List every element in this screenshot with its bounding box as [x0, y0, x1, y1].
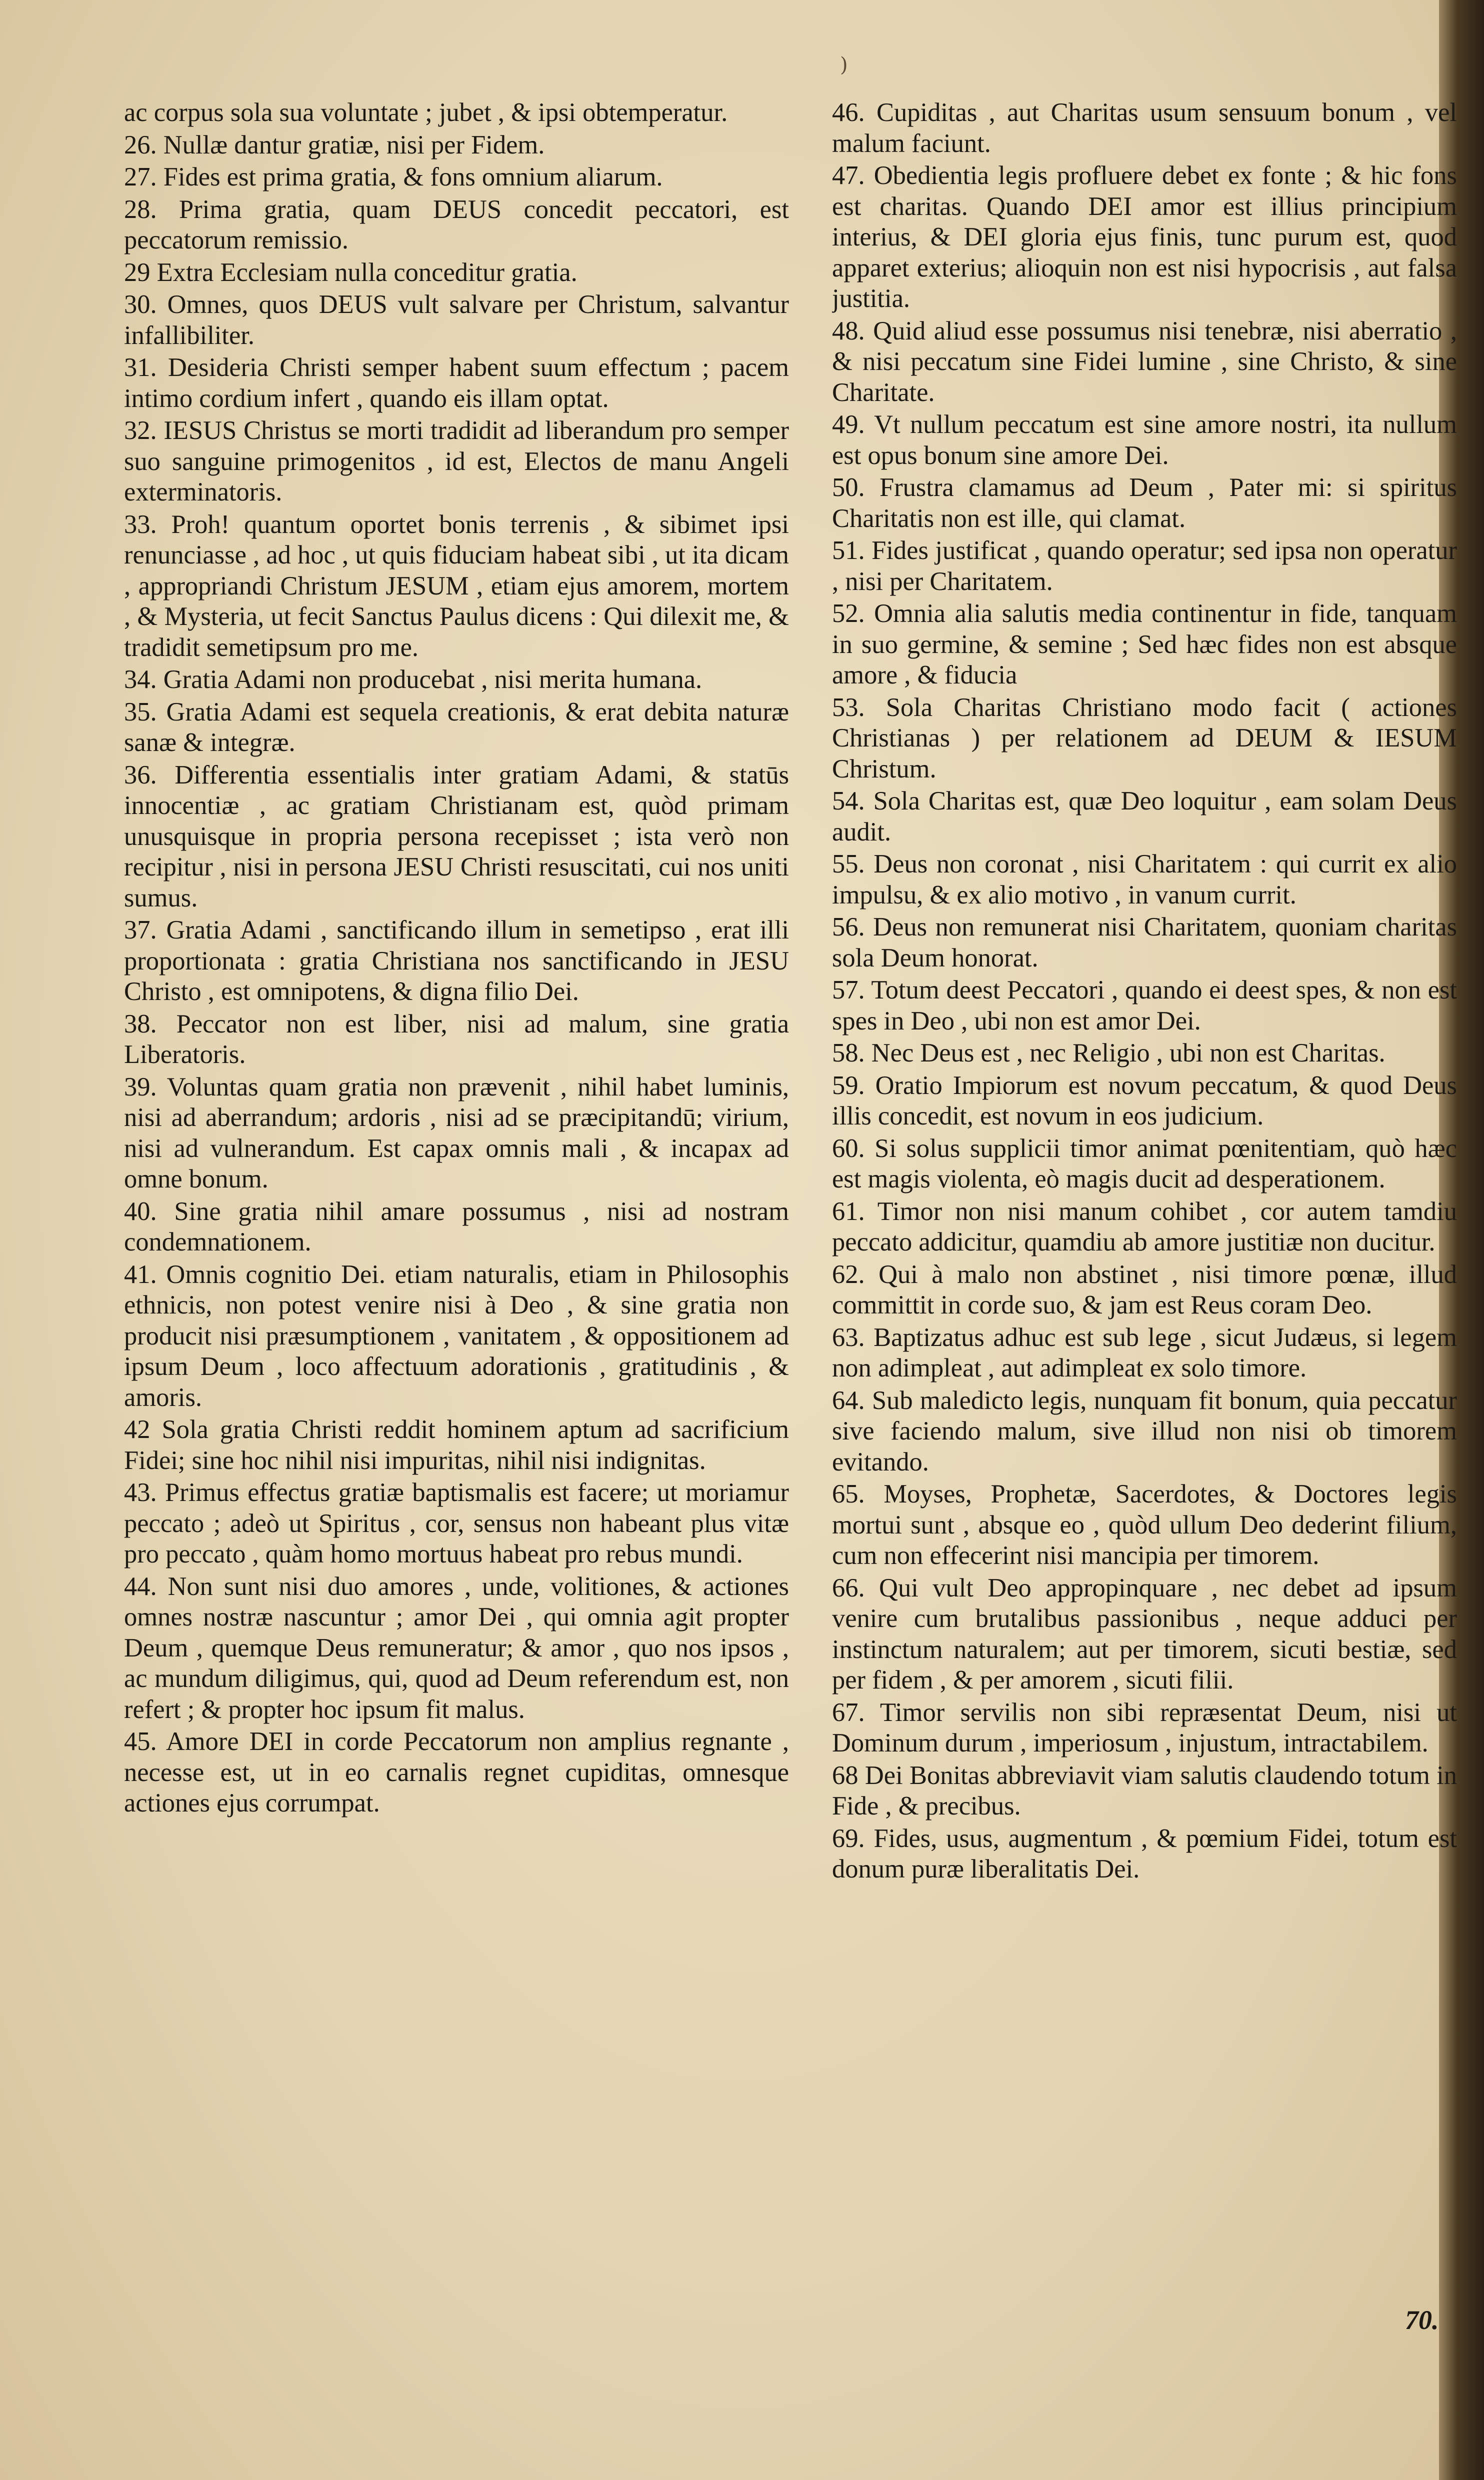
proposition: 57. Totum deest Peccatori , quando ei deest spes, & non est spes in Deo , ubi non est amor Dei.	[832, 976, 1457, 1036]
proposition: 35. Gratia Adami est sequela creationis, & erat debita naturæ sanæ & integræ.	[124, 697, 789, 757]
proposition: 36. Differentia essentialis inter gratiam Adami, & statūs innocentiæ , ac gratiam Christianam est, quòd primam unusquisque in propria persona recepisset ; ista verò non recipitur , nisi in persona JESU Christi resuscitati, cui nos uniti sumus.	[124, 760, 789, 912]
proposition: 27. Fides est prima gratia, & fons omnium aliarum.	[124, 162, 663, 192]
proposition: 50. Frustra clamamus ad Deum , Pater mi: si spiritus Charitatis non est ille, qui clamat.	[832, 473, 1457, 533]
proposition: 41. Omnis cognitio Dei. etiam naturalis, etiam in Philosophis ethnicis, non potest venire nisi à Deo , & sine gratia non producit nisi præsumptionem , vanitatem , & oppositionem ad ipsum Deum , loco affectuum adorationis , gratitudinis , & amoris.	[124, 1260, 789, 1412]
left-column	[124, 98, 789, 2328]
proposition: 65. Moyses, Prophetæ, Sacerdotes, & Doctores legis mortui sunt , absque eo , quòd ullum Deo dederint filium, cum non effecerint nisi mancipia per timorem.	[832, 1480, 1457, 1570]
top-mark: )	[840, 54, 848, 76]
proposition: 61. Timor non nisi manum cohibet , cor autem tamdiu peccato addicitur, quamdiu ab amore justitiæ non ducitur.	[832, 1196, 1457, 1256]
proposition: 66. Qui vult Deo appropinquare , nec debet ad ipsum venire cum brutalibus passionibus , neque adduci per instinctum naturalem; aut per timorem, sicuti bestiæ, sed per fidem , & per amorem , sicuti filii.	[832, 1573, 1457, 1694]
proposition: 52. Omnia alia salutis media continentur in fide, tanquam in suo germine, & semine ; Sed hæc fides non est absque amore , & fiducia	[832, 599, 1457, 690]
proposition: 28. Prima gratia, quam DEUS concedit peccatori, est peccatorum remissio.	[124, 194, 789, 254]
proposition: 33. Proh! quantum oportet bonis terrenis , & sibimet ipsi renunciasse , ad hoc , ut quis fiduciam habeat sibi , ut ita dicam , appropriandi Christum JESUM , etiam ejus amorem, mortem , & Mysteria, ut fecit Sanctus Paulus dicens : Qui dilexit me, & tradidit semetipsum pro me.	[124, 510, 789, 662]
proposition: 56. Deus non remunerat nisi Charitatem, quoniam charitas sola Deum honorat.	[832, 912, 1457, 972]
proposition: 62. Qui à malo non abstinet , nisi timore pœnæ, illud committit in corde suo, & jam est Reus coram Deo.	[832, 1260, 1457, 1320]
proposition: 67. Timor servilis non sibi repræsentat Deum, nisi ut Dominum durum , imperiosum , injustum, intractabilem.	[832, 1698, 1457, 1758]
proposition: 30. Omnes, quos DEUS vult salvare per Christum, salvantur infallibiliter.	[124, 290, 789, 350]
proposition: 32. IESUS Christus se morti tradidit ad liberandum pro semper suo sanguine primogenitos , id est, Electos de manu Angeli exterminatoris.	[124, 416, 789, 506]
proposition: 51. Fides justificat , quando operatur; sed ipsa non operatur , nisi per Charitatem.	[832, 536, 1457, 596]
proposition: 58. Nec Deus est , nec Religio , ubi non est Charitas.	[832, 1038, 1386, 1068]
proposition: 54. Sola Charitas est, quæ Deo loquitur , eam solam Deus audit.	[832, 786, 1457, 846]
proposition: 43. Primus effectus gratiæ baptismalis est facere; ut moriamur peccato ; adeò ut Spiritus , cor, sensus non habeant plus vitæ pro peccato , quàm homo mortuus habeat pro rebus mundi.	[124, 1478, 789, 1568]
proposition: 64. Sub maledicto legis, nunquam fit bonum, quia peccatur sive faciendo malum, sive illud non nisi ob timorem evitando.	[832, 1386, 1457, 1476]
proposition: 45. Amore DEI in corde Peccatorum non amplius regnante , necesse est, ut in eo carnalis regnet cupiditas, omnesque actiones ejus corrumpat.	[124, 1727, 789, 1818]
proposition: 38. Peccator non est liber, nisi ad malum, sine gratia Liberatoris.	[124, 1009, 789, 1069]
proposition: 40. Sine gratia nihil amare possumus , nisi ad nostram condemnationem.	[124, 1196, 789, 1256]
proposition: 37. Gratia Adami , sanctificando illum in semetipso , erat illi proportionata : gratia Christiana nos sanctificando in JESU Christo , est omnipotens, & digna filio Dei.	[124, 916, 789, 1006]
proposition: 53. Sola Charitas Christiano modo facit ( actiones Christianas ) per relationem ad DEUM & IESUM Christum.	[832, 692, 1457, 784]
proposition: 46. Cupiditas , aut Charitas usum sensuum bonum , vel malum faciunt.	[832, 98, 1457, 158]
proposition: 26. Nullæ dantur gratiæ, nisi per Fidem.	[124, 130, 545, 160]
proposition: 31. Desideria Christi semper habent suum effectum ; pacem intimo cordium infert , quando eis illam optat.	[124, 353, 789, 413]
proposition: ac corpus sola sua voluntate ; jubet , & ipsi obtemperatur.	[124, 98, 728, 127]
proposition: 48. Quid aliud esse possumus nisi tenebræ, nisi aberratio , & nisi peccatum sine Fidei lumine , sine Christo, & sine Charitate.	[832, 316, 1457, 407]
proposition: 34. Gratia Adami non producebat , nisi merita humana.	[124, 665, 702, 694]
proposition: 63. Baptizatus adhuc est sub lege , sicut Judæus, si legem non adimpleat , aut adimpleat ex solo timore.	[832, 1322, 1457, 1382]
proposition: 59. Oratio Impiorum est novum peccatum, & quod Deus illis concedit, est novum in eos judicium.	[832, 1070, 1457, 1130]
proposition: 49. Vt nullum peccatum est sine amore nostri, ita nullum est opus bonum sine amore Dei.	[832, 410, 1457, 470]
proposition: 42 Sola gratia Christi reddit hominem aptum ad sacrificium Fidei; sine hoc nihil nisi impuritas, nihil nisi indignitas.	[124, 1415, 789, 1475]
proposition: 69. Fides, usus, augmentum , & pœmium Fidei, totum est donum puræ liberalitatis Dei.	[832, 1824, 1457, 1884]
proposition: 39. Voluntas quam gratia non prævenit , nihil habet luminis, nisi ad aberrandum; ardoris , nisi ad se præcipitandū; virium, nisi ad vulnerandum. Est capax omnis mali , & incapax ad omne bonum.	[124, 1072, 789, 1194]
proposition: 29 Extra Ecclesiam nulla conceditur gratia.	[124, 258, 578, 287]
proposition: 60. Si solus supplicii timor animat pœnitentiam, quò hæc est magis violenta, eò magis ducit ad desperationem.	[832, 1134, 1457, 1194]
catchword: 70.	[1405, 2305, 1439, 2335]
proposition: 47. Obedientia legis profluere debet ex fonte ; & hic fons est charitas. Quando DEI amor est illius principium interius, & DEI gloria ejus finis, tunc purum est, quod apparet exterius; alioquin non est nisi hypocrisis , aut falsa justitia.	[832, 161, 1457, 313]
proposition: 44. Non sunt nisi duo amores , unde, volitiones, & actiones omnes nostræ nascuntur ; amor Dei , qui omnia agit propter Deum , quemque Deus remuneratur; & amor , quo nos ipsos , ac mundum diligimus, qui, quod ad Deum referendum est, non refert ; & propter hoc ipsum fit malus.	[124, 1572, 789, 1724]
proposition: 68 Dei Bonitas abbreviavit viam salutis claudendo totum in Fide , & precibus.	[832, 1760, 1457, 1820]
proposition: 55. Deus non coronat , nisi Charitatem : qui currit ex alio impulsu, & ex alio motivo , in vanum currit.	[832, 850, 1457, 910]
right-column	[832, 98, 1457, 2448]
